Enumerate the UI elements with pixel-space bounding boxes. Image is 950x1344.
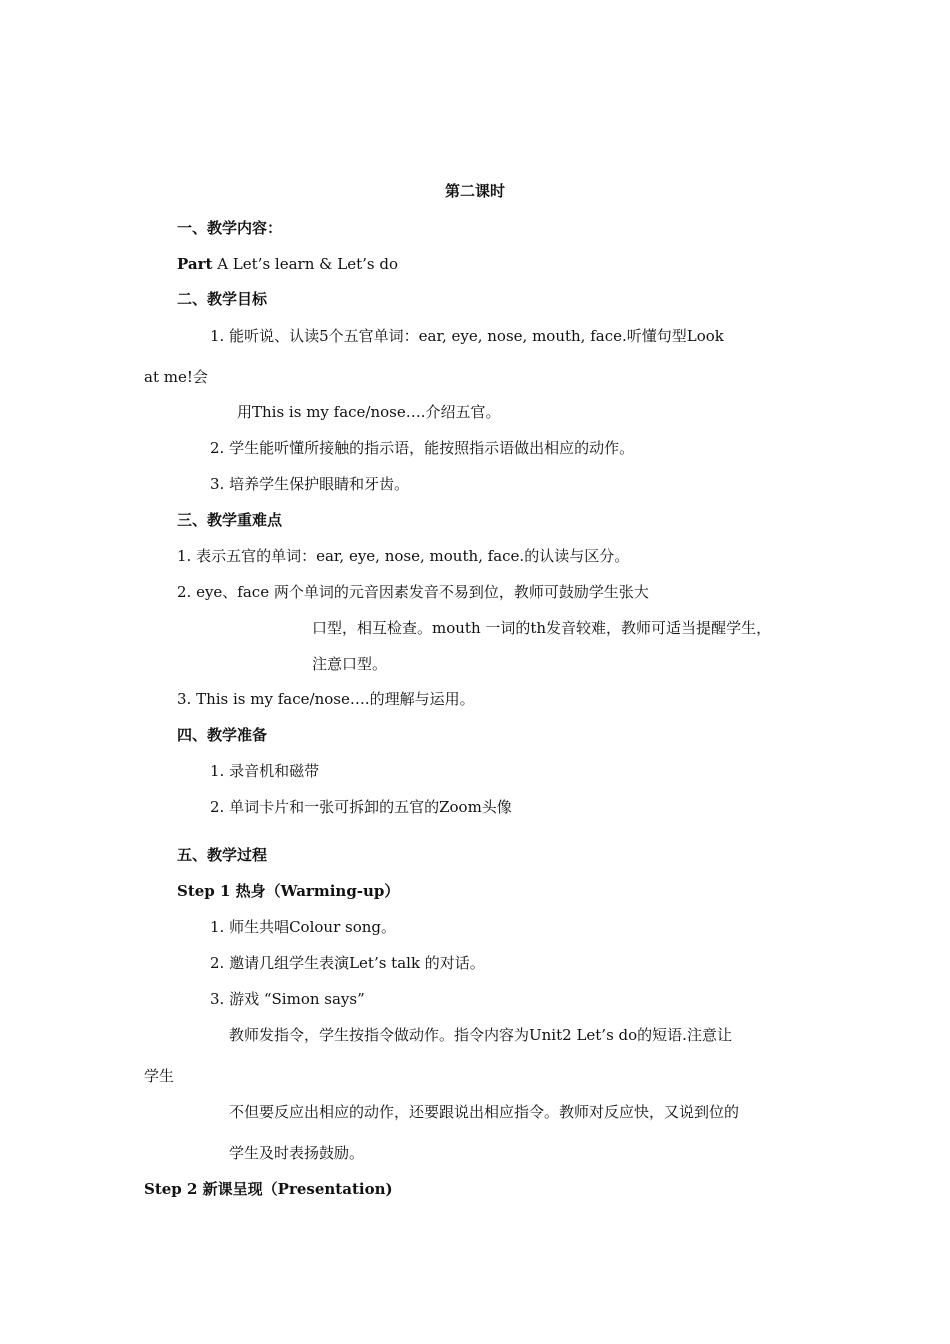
goal-item-1-line-1: 1. 能听说、认读5个五官单词：ear, eye, nose, mouth, face.听懂句型Look bbox=[210, 327, 724, 345]
preparation-item-2: 2. 单词卡片和一张可拆卸的五官的Zoom头像 bbox=[210, 798, 512, 816]
preparation-item-1: 1. 录音机和磁带 bbox=[210, 762, 320, 780]
content-text bbox=[177, 254, 398, 274]
section-heading-content: 一、教学内容： bbox=[177, 219, 283, 237]
step-1-description-line-2: 学生 bbox=[144, 1067, 175, 1085]
key-point-item-2-line-2: 口型，相互检查。mouth 一词的th发音较难，教师可适当提醒学生， bbox=[312, 619, 772, 637]
step-1-description-line-1: 教师发指令，学生按指令做动作。指令内容为Unit2 Let’s do的短语.注意让 bbox=[229, 1026, 732, 1044]
section-heading-process: 五、教学过程 bbox=[177, 846, 268, 864]
key-point-item-1: 1. 表示五官的单词：ear, eye, nose, mouth, face.的认读与区分。 bbox=[177, 547, 630, 565]
part-label: Part bbox=[177, 255, 213, 273]
goal-item-3: 3. 培养学生保护眼睛和牙齿。 bbox=[210, 475, 410, 493]
step-1-item-2: 2. 邀请几组学生表演Let’s talk 的对话。 bbox=[210, 954, 485, 972]
step-1-description-line-4: 学生及时表扬鼓励。 bbox=[229, 1144, 365, 1162]
step-2-heading: Step 2 新课呈现（Presentation) bbox=[144, 1180, 393, 1198]
step-1-description-line-3: 不但要反应出相应的动作，还要跟说出相应指令。教师对反应快，又说到位的 bbox=[229, 1103, 740, 1121]
goal-item-2: 2. 学生能听懂所接触的指示语，能按照指示语做出相应的动作。 bbox=[210, 439, 635, 457]
goal-item-1-line-2: at me!会 bbox=[144, 368, 208, 386]
goal-item-1-line-3: 用This is my face/nose….介绍五官。 bbox=[237, 403, 501, 421]
key-point-item-2-line-3: 注意口型。 bbox=[312, 655, 388, 673]
section-heading-preparation: 四、教学准备 bbox=[177, 726, 268, 744]
section-heading-goals: 二、教学目标 bbox=[177, 290, 268, 308]
key-point-item-3: 3. This is my face/nose….的理解与运用。 bbox=[177, 690, 475, 708]
step-1-item-3: 3. 游戏 “Simon says” bbox=[210, 990, 365, 1008]
lesson-title: 第二课时 bbox=[444, 182, 505, 200]
section-heading-key-points: 三、教学重难点 bbox=[177, 511, 283, 529]
part-rest: A Let’s learn & Let’s do bbox=[212, 255, 398, 273]
step-1-heading: Step 1 热身（Warming-up） bbox=[177, 882, 400, 900]
key-point-item-2-line-1: 2. eye、face 两个单词的元音因素发音不易到位，教师可鼓励学生张大 bbox=[177, 583, 649, 601]
step-1-item-1: 1. 师生共唱Colour song。 bbox=[210, 918, 397, 936]
